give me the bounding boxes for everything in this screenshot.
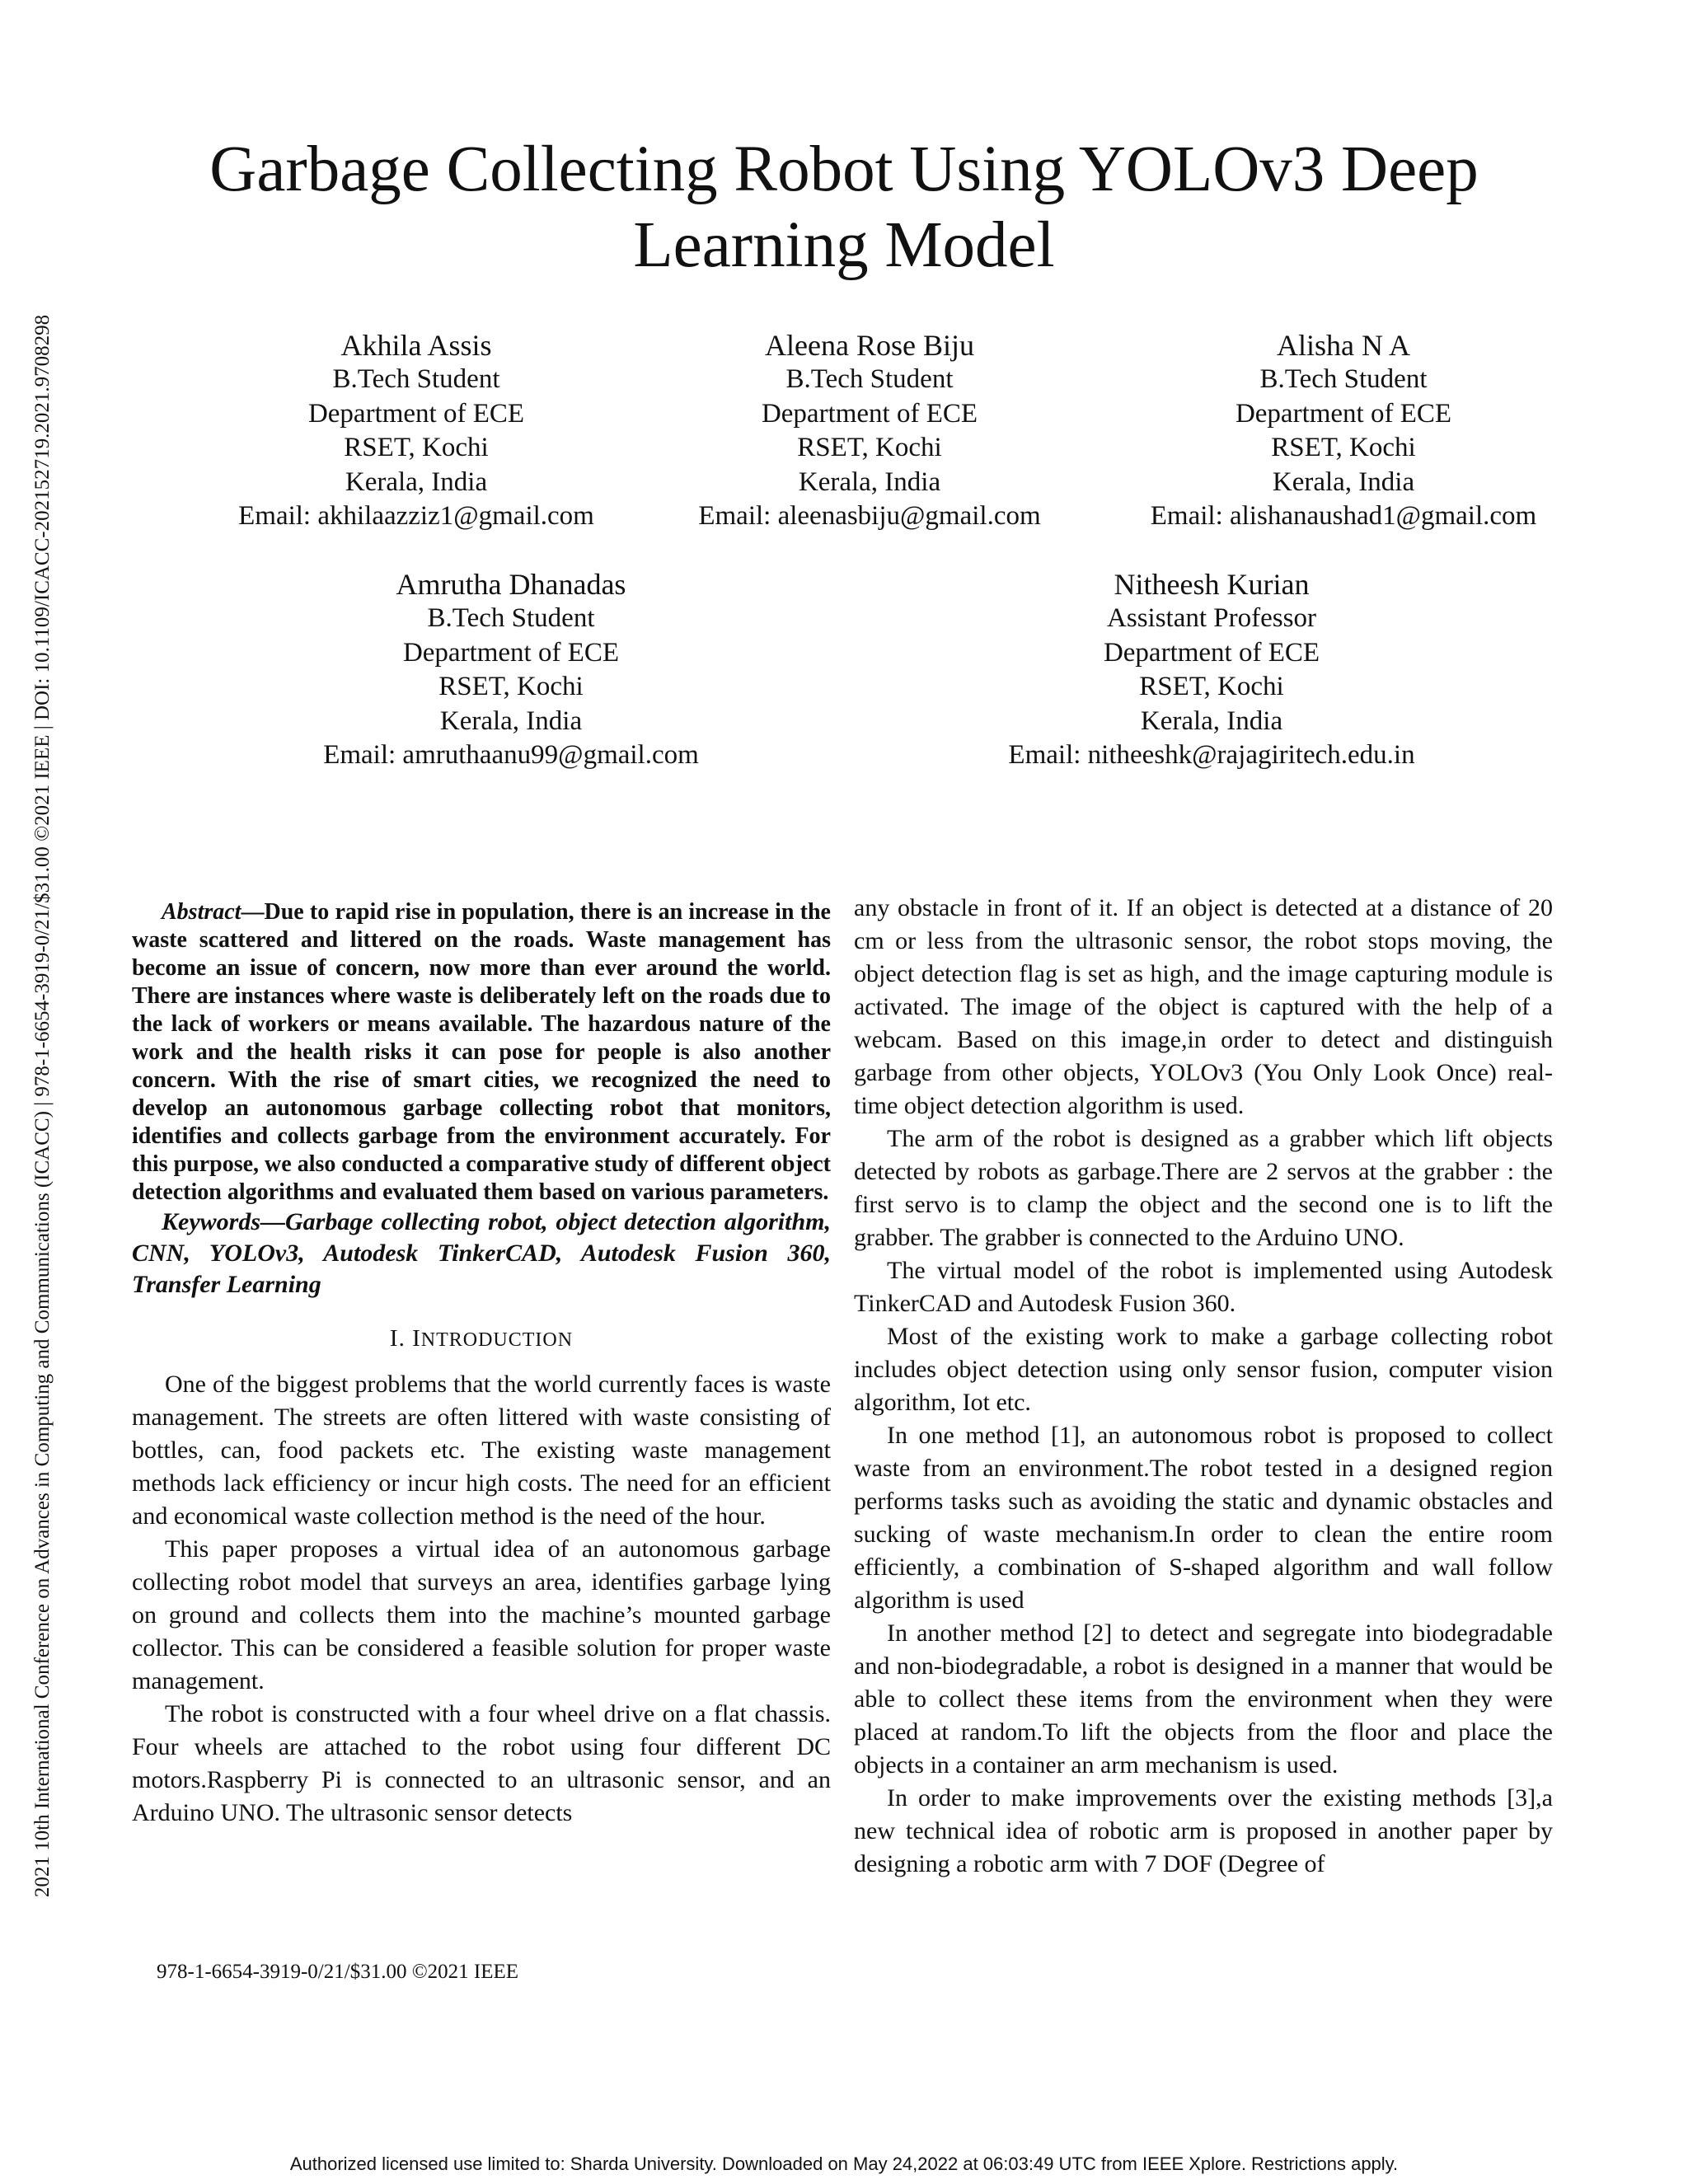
author-location: Kerala, India	[1140, 705, 1283, 736]
author-name: Nitheesh Kurian	[1114, 568, 1310, 601]
paragraph: any obstacle in front of it. If an object is detected at a distance of 20 cm or less from the ultrasonic sensor, the robot stops moving, the object detection flag is set as high, and the image capturing module is activated. The image of the object is captured with the help of a webcam. Based on this image,in order to detect and distinguish garbage from other objects, YOLOv3 (You Only Look Once) real-time object detection algorithm is used.	[854, 894, 1553, 1119]
copyright-line: 978-1-6654-3919-0/21/$31.00 ©2021 IEEE	[157, 1961, 519, 1983]
author-location: Kerala, India	[798, 466, 941, 497]
author-email[interactable]: Email: akhilaazziz1@gmail.com	[238, 501, 594, 531]
author-role: Assistant Professor	[1107, 603, 1316, 633]
author-location: Kerala, India	[439, 705, 583, 736]
left-column	[132, 898, 831, 1830]
license-footer: Authorized licensed use limited to: Sharda University. Downloaded on May 24,2022 at 06:03:49 UTC from IEEE Xplore. Restrictions apply.	[289, 2154, 1399, 2174]
author-name: Akhila Assis	[340, 329, 492, 362]
author-institution: RSET, Kochi	[1271, 433, 1416, 462]
abstract-text: —Due to rapid rise in population, there is an increase in the waste scattered and littered on the roads. Waste management has become an issue of concern, now more than ever around the world. There are instances where waste is deliberately left on the roads due to the lack of workers or means available. The hazardous nature of the work and the health risks it can pose for people is also another concern. With the rise of smart cities, we recognized the need to develop an autonomous garbage collecting robot that monitors, identifies and collects garbage from the environment accurately. For this purpose, we also conducted a comparative study of different object detection algorithms and evaluated them based on various parameters.	[132, 899, 831, 1205]
author-email[interactable]: Email: alishanaushad1@gmail.com	[1150, 501, 1537, 531]
section-title-rest: NTRODUCTION	[420, 1329, 574, 1351]
author-institution: RSET, Kochi	[1139, 672, 1284, 701]
side-note: 2021 10th International Conference on Advances in Computing and Communications (ICACC) | 978-1-6654-3919-0/21/$31.00 ©2021 IEEE | DOI: 10.1109/ICACC-202152719.2021.9708298	[31, 314, 54, 1898]
paragraph: In order to make improvements over the existing methods [3],a new technical idea of robotic arm is proposed in another paper by designing a robotic arm with 7 DOF (Degree of	[854, 1784, 1553, 1877]
author-dept: Department of ECE	[307, 398, 525, 429]
author-role: B.Tech Student	[1259, 364, 1428, 394]
author-role: B.Tech Student	[332, 364, 500, 394]
author-name: Alisha N A	[1277, 329, 1410, 362]
author-location: Kerala, India	[345, 466, 488, 497]
paragraph: The robot is constructed with a four wheel drive on a flat chassis. Four wheels are attached to the robot using four different DC motors.Raspberry Pi is connected to an ultrasonic sensor, and an Arduino UNO. The ultrasonic sensor detects	[132, 1700, 831, 1826]
section-number: I.	[389, 1325, 406, 1352]
author-dept: Department of ECE	[1103, 637, 1320, 668]
paragraph: One of the biggest problems that the world currently faces is waste management. The streets are often littered with waste consisting of bottles, can, food packets etc. The existing waste management methods lack efficiency or incur high costs. The need for an efficient and economical waste collection method is the need of the hour.	[132, 1371, 831, 1530]
author-email[interactable]: Email: aleenasbiju@gmail.com	[698, 501, 1041, 531]
author-institution: RSET, Kochi	[438, 672, 584, 701]
abstract	[132, 898, 831, 1207]
author-email[interactable]: Email: amruthaanu99@gmail.com	[323, 740, 699, 770]
author-block	[1129, 328, 1558, 534]
keywords: Keywords—Garbage collecting robot, object detection algorithm, CNN, YOLOv3, Autodesk TinkerCAD, Autodesk Fusion 360, Transfer Learning	[132, 1208, 831, 1298]
author-block	[297, 567, 725, 773]
author-block	[206, 328, 626, 534]
author-dept: Department of ECE	[402, 637, 620, 668]
paragraph: In one method [1], an autonomous robot is proposed to collect waste from an environment.The robot tested in a designed region performs tasks such as avoiding the static and dynamic obstacles and sucking of waste mechanism.In order to clean the entire room efficiently, a combination of S-shaped algorithm and wall follow algorithm is used	[854, 1422, 1553, 1614]
author-name: Amrutha Dhanadas	[396, 568, 626, 601]
author-dept: Department of ECE	[761, 398, 978, 429]
author-institution: RSET, Kochi	[344, 433, 489, 462]
paragraph: Most of the existing work to make a garbage collecting robot includes object detection using only sensor fusion, computer vision algorithm, Iot etc.	[854, 1323, 1553, 1416]
author-location: Kerala, India	[1272, 466, 1415, 497]
author-dept: Department of ECE	[1235, 398, 1452, 429]
author-block	[973, 567, 1451, 773]
author-role: B.Tech Student	[427, 603, 595, 633]
paragraph: The virtual model of the robot is implemented using Autodesk TinkerCAD and Autodesk Fusion 360.	[854, 1257, 1553, 1317]
author-block	[659, 328, 1080, 534]
section-heading	[132, 1322, 831, 1357]
author-role: B.Tech Student	[785, 364, 954, 394]
right-column	[854, 892, 1553, 1881]
section-title-initial: I	[412, 1325, 421, 1352]
author-name: Aleena Rose Biju	[765, 329, 974, 362]
abstract-label: Abstract	[162, 899, 241, 925]
paper-title: Garbage Collecting Robot Using YOLOv3 Deep Learning Model	[209, 134, 1479, 281]
paragraph: This paper proposes a virtual idea of an autonomous garbage collecting robot model that surveys an area, identifies garbage lying on ground and collects them into the machine’s mounted garbage collector. This can be considered a feasible solution for proper waste management.	[132, 1535, 831, 1694]
paragraph: The arm of the robot is designed as a grabber which lift objects detected by robots as garbage.There are 2 servos at the grabber : the first servo is to clamp the object and the second one is to lift the grabber. The grabber is connected to the Arduino UNO.	[854, 1125, 1553, 1251]
author-institution: RSET, Kochi	[797, 433, 942, 462]
paragraph: In another method [2] to detect and segregate into biodegradable and non-biodegradable, a robot is designed in a manner that would be able to collect these items from the environment when they were placed at random.To lift the objects from the floor and place the objects in a container an arm mechanism is used.	[854, 1619, 1553, 1779]
author-email[interactable]: Email: nitheeshk@rajagiritech.edu.in	[1008, 740, 1415, 770]
